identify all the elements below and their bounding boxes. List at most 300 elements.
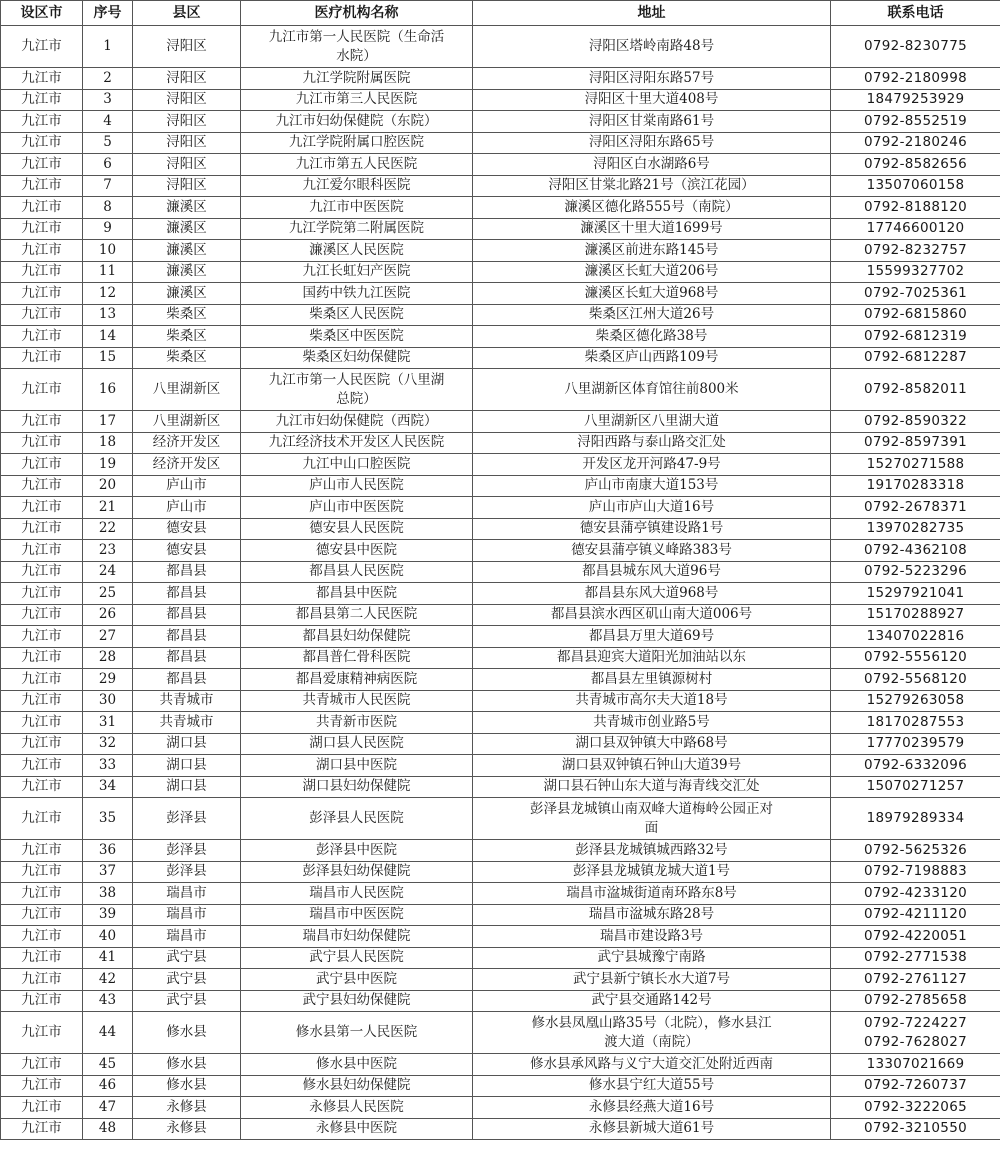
address-cell: 濂溪区德化路555号（南院） bbox=[473, 197, 831, 219]
institution-cell: 德安县人民医院 bbox=[241, 518, 473, 540]
number-cell: 48 bbox=[83, 1118, 133, 1140]
table-row bbox=[1, 369, 1000, 411]
address-cell: 修水县承风路与义宁大道交汇处附近西南 bbox=[473, 1054, 831, 1076]
institution-cell-line: 九江市第一人民医院（八里湖 bbox=[268, 371, 445, 388]
city-cell: 九江市 bbox=[1, 540, 83, 562]
phone-cell: 15170288927 bbox=[831, 604, 1000, 626]
district-cell: 都昌县 bbox=[133, 604, 241, 626]
address-cell: 共青城市高尔夫大道18号 bbox=[473, 690, 831, 712]
institution-cell: 都昌县人民医院 bbox=[241, 561, 473, 583]
table-row bbox=[1, 840, 1000, 862]
number-cell: 45 bbox=[83, 1054, 133, 1076]
phone-cell: 13507060158 bbox=[831, 175, 1000, 197]
header-address: 地址 bbox=[473, 1, 831, 26]
district-cell: 彭泽县 bbox=[133, 840, 241, 862]
address-cell bbox=[473, 798, 831, 840]
district-cell: 德安县 bbox=[133, 518, 241, 540]
institution-cell: 庐山市人民医院 bbox=[241, 475, 473, 497]
city-cell: 九江市 bbox=[1, 926, 83, 948]
district-cell: 修水县 bbox=[133, 1012, 241, 1054]
address-cell bbox=[473, 1012, 831, 1054]
number-cell: 4 bbox=[83, 111, 133, 133]
district-cell: 浔阳区 bbox=[133, 26, 241, 68]
address-cell: 永修县新城大道61号 bbox=[473, 1118, 831, 1140]
number-cell: 12 bbox=[83, 283, 133, 305]
number-cell: 22 bbox=[83, 518, 133, 540]
institution-cell: 濂溪区人民医院 bbox=[241, 240, 473, 262]
institution-cell bbox=[241, 26, 473, 68]
phone-cell: 19170283318 bbox=[831, 475, 1000, 497]
district-cell: 彭泽县 bbox=[133, 798, 241, 840]
district-cell: 瑞昌市 bbox=[133, 883, 241, 905]
institution-cell: 柴桑区人民医院 bbox=[241, 304, 473, 326]
institution-cell: 湖口县妇幼保健院 bbox=[241, 776, 473, 798]
phone-cell: 0792-3222065 bbox=[831, 1097, 1000, 1119]
city-cell: 九江市 bbox=[1, 454, 83, 476]
number-cell: 13 bbox=[83, 304, 133, 326]
district-cell: 武宁县 bbox=[133, 969, 241, 991]
table-row bbox=[1, 540, 1000, 562]
city-cell: 九江市 bbox=[1, 733, 83, 755]
institution-cell: 都昌县妇幼保健院 bbox=[241, 626, 473, 648]
address-cell: 德安县蒲亭镇义峰路383号 bbox=[473, 540, 831, 562]
institution-cell: 庐山市中医医院 bbox=[241, 497, 473, 519]
institution-cell: 共青城市人民医院 bbox=[241, 690, 473, 712]
table-row bbox=[1, 561, 1000, 583]
district-cell: 都昌县 bbox=[133, 669, 241, 691]
table-row bbox=[1, 175, 1000, 197]
institution-cell: 湖口县中医院 bbox=[241, 755, 473, 777]
phone-cell: 0792-4362108 bbox=[831, 540, 1000, 562]
phone-cell: 0792-6815860 bbox=[831, 304, 1000, 326]
district-cell: 濂溪区 bbox=[133, 197, 241, 219]
city-cell: 九江市 bbox=[1, 604, 83, 626]
number-cell: 2 bbox=[83, 68, 133, 90]
city-cell: 九江市 bbox=[1, 1097, 83, 1119]
city-cell: 九江市 bbox=[1, 154, 83, 176]
district-cell: 都昌县 bbox=[133, 561, 241, 583]
table-row bbox=[1, 861, 1000, 883]
district-cell: 浔阳区 bbox=[133, 111, 241, 133]
district-cell: 濂溪区 bbox=[133, 283, 241, 305]
phone-cell: 18479253929 bbox=[831, 89, 1000, 111]
city-cell: 九江市 bbox=[1, 990, 83, 1012]
institution-cell: 都昌普仁骨科医院 bbox=[241, 647, 473, 669]
district-cell: 永修县 bbox=[133, 1097, 241, 1119]
number-cell: 43 bbox=[83, 990, 133, 1012]
phone-cell: 0792-5223296 bbox=[831, 561, 1000, 583]
table-row bbox=[1, 583, 1000, 605]
institution-cell: 九江学院第二附属医院 bbox=[241, 218, 473, 240]
phone-cell: 0792-8582656 bbox=[831, 154, 1000, 176]
address-cell: 庐山市南康大道153号 bbox=[473, 475, 831, 497]
number-cell: 9 bbox=[83, 218, 133, 240]
institution-cell: 永修县人民医院 bbox=[241, 1097, 473, 1119]
number-cell: 36 bbox=[83, 840, 133, 862]
phone-cell: 0792-8597391 bbox=[831, 432, 1000, 454]
address-cell: 彭泽县龙城镇龙城大道1号 bbox=[473, 861, 831, 883]
phone-cell: 0792-4233120 bbox=[831, 883, 1000, 905]
address-cell: 都昌县城东风大道96号 bbox=[473, 561, 831, 583]
table-row bbox=[1, 647, 1000, 669]
table-row bbox=[1, 68, 1000, 90]
phone-cell: 15599327702 bbox=[831, 261, 1000, 283]
number-cell: 24 bbox=[83, 561, 133, 583]
address-cell: 瑞昌市湓城东路28号 bbox=[473, 904, 831, 926]
institution-cell: 彭泽县人民医院 bbox=[241, 798, 473, 840]
city-cell: 九江市 bbox=[1, 518, 83, 540]
institution-cell: 九江长虹妇产医院 bbox=[241, 261, 473, 283]
address-cell: 浔阳区浔阳东路65号 bbox=[473, 132, 831, 154]
table-row bbox=[1, 733, 1000, 755]
table-row bbox=[1, 1054, 1000, 1076]
phone-cell: 0792-8582011 bbox=[831, 369, 1000, 411]
table-row bbox=[1, 304, 1000, 326]
institution-cell: 九江经济技术开发区人民医院 bbox=[241, 432, 473, 454]
address-cell: 浔阳区塔岭南路48号 bbox=[473, 26, 831, 68]
number-cell: 23 bbox=[83, 540, 133, 562]
phone-cell: 15270271588 bbox=[831, 454, 1000, 476]
institution-cell: 柴桑区中医医院 bbox=[241, 326, 473, 348]
number-cell: 21 bbox=[83, 497, 133, 519]
institution-cell: 都昌爱康精神病医院 bbox=[241, 669, 473, 691]
city-cell: 九江市 bbox=[1, 240, 83, 262]
table-row bbox=[1, 326, 1000, 348]
table-row bbox=[1, 518, 1000, 540]
address-cell: 共青城市创业路5号 bbox=[473, 712, 831, 734]
district-cell: 瑞昌市 bbox=[133, 904, 241, 926]
phone-cell: 0792-7198883 bbox=[831, 861, 1000, 883]
address-cell: 濂溪区长虹大道206号 bbox=[473, 261, 831, 283]
phone-cell: 0792-8552519 bbox=[831, 111, 1000, 133]
city-cell: 九江市 bbox=[1, 175, 83, 197]
phone-cell: 0792-3210550 bbox=[831, 1118, 1000, 1140]
district-cell: 浔阳区 bbox=[133, 89, 241, 111]
table-row bbox=[1, 776, 1000, 798]
table-row bbox=[1, 883, 1000, 905]
district-cell: 瑞昌市 bbox=[133, 926, 241, 948]
phone-cell: 0792-6812287 bbox=[831, 347, 1000, 369]
city-cell: 九江市 bbox=[1, 755, 83, 777]
institution-cell: 武宁县人民医院 bbox=[241, 947, 473, 969]
institution-cell: 武宁县中医院 bbox=[241, 969, 473, 991]
city-cell: 九江市 bbox=[1, 218, 83, 240]
address-cell: 瑞昌市建设路3号 bbox=[473, 926, 831, 948]
institution-cell: 修水县妇幼保健院 bbox=[241, 1075, 473, 1097]
district-cell: 都昌县 bbox=[133, 647, 241, 669]
district-cell: 浔阳区 bbox=[133, 68, 241, 90]
district-cell: 浔阳区 bbox=[133, 132, 241, 154]
institution-cell: 修水县中医院 bbox=[241, 1054, 473, 1076]
number-cell: 44 bbox=[83, 1012, 133, 1054]
institution-cell: 九江学院附属口腔医院 bbox=[241, 132, 473, 154]
table-row bbox=[1, 604, 1000, 626]
number-cell: 15 bbox=[83, 347, 133, 369]
city-cell: 九江市 bbox=[1, 26, 83, 68]
table-row bbox=[1, 1075, 1000, 1097]
table-row bbox=[1, 347, 1000, 369]
city-cell: 九江市 bbox=[1, 947, 83, 969]
institution-cell: 湖口县人民医院 bbox=[241, 733, 473, 755]
district-cell: 修水县 bbox=[133, 1075, 241, 1097]
institution-cell: 九江爱尔眼科医院 bbox=[241, 175, 473, 197]
city-cell: 九江市 bbox=[1, 432, 83, 454]
institution-cell: 彭泽县妇幼保健院 bbox=[241, 861, 473, 883]
table-body bbox=[1, 26, 1000, 1140]
table-row bbox=[1, 904, 1000, 926]
district-cell: 湖口县 bbox=[133, 776, 241, 798]
institution-cell: 永修县中医院 bbox=[241, 1118, 473, 1140]
number-cell: 31 bbox=[83, 712, 133, 734]
table-row bbox=[1, 626, 1000, 648]
city-cell: 九江市 bbox=[1, 883, 83, 905]
table-row bbox=[1, 712, 1000, 734]
table-row bbox=[1, 990, 1000, 1012]
number-cell: 32 bbox=[83, 733, 133, 755]
number-cell: 7 bbox=[83, 175, 133, 197]
table-row bbox=[1, 218, 1000, 240]
district-cell: 德安县 bbox=[133, 540, 241, 562]
number-cell: 14 bbox=[83, 326, 133, 348]
number-cell: 3 bbox=[83, 89, 133, 111]
address-cell: 湖口县双钟镇大中路68号 bbox=[473, 733, 831, 755]
institution-cell: 九江市第三人民医院 bbox=[241, 89, 473, 111]
phone-cell: 0792-7025361 bbox=[831, 283, 1000, 305]
phone-cell: 0792-8232757 bbox=[831, 240, 1000, 262]
phone-cell: 0792-2180998 bbox=[831, 68, 1000, 90]
table-row bbox=[1, 475, 1000, 497]
district-cell: 庐山市 bbox=[133, 497, 241, 519]
table-row bbox=[1, 26, 1000, 68]
phone-cell: 0792-8590322 bbox=[831, 411, 1000, 433]
table-row bbox=[1, 432, 1000, 454]
number-cell: 29 bbox=[83, 669, 133, 691]
table-row bbox=[1, 454, 1000, 476]
address-cell: 浔阳区甘棠北路21号（滨江花园） bbox=[473, 175, 831, 197]
institution-cell: 瑞昌市中医医院 bbox=[241, 904, 473, 926]
phone-cell: 0792-2761127 bbox=[831, 969, 1000, 991]
table-row bbox=[1, 497, 1000, 519]
city-cell: 九江市 bbox=[1, 89, 83, 111]
phone-cell: 13307021669 bbox=[831, 1054, 1000, 1076]
district-cell: 修水县 bbox=[133, 1054, 241, 1076]
address-cell: 浔阳区甘棠南路61号 bbox=[473, 111, 831, 133]
address-cell: 柴桑区江州大道26号 bbox=[473, 304, 831, 326]
city-cell: 九江市 bbox=[1, 690, 83, 712]
city-cell: 九江市 bbox=[1, 776, 83, 798]
table-row bbox=[1, 969, 1000, 991]
number-cell: 28 bbox=[83, 647, 133, 669]
address-cell: 都昌县万里大道69号 bbox=[473, 626, 831, 648]
city-cell: 九江市 bbox=[1, 969, 83, 991]
number-cell: 37 bbox=[83, 861, 133, 883]
phone-cell: 0792-2771538 bbox=[831, 947, 1000, 969]
address-cell: 柴桑区德化路38号 bbox=[473, 326, 831, 348]
city-cell: 九江市 bbox=[1, 1054, 83, 1076]
city-cell: 九江市 bbox=[1, 1075, 83, 1097]
institution-cell: 彭泽县中医院 bbox=[241, 840, 473, 862]
number-cell: 5 bbox=[83, 132, 133, 154]
city-cell: 九江市 bbox=[1, 369, 83, 411]
address-cell: 都昌县迎宾大道阳光加油站以东 bbox=[473, 647, 831, 669]
district-cell: 都昌县 bbox=[133, 583, 241, 605]
header-district: 县区 bbox=[133, 1, 241, 26]
district-cell: 武宁县 bbox=[133, 947, 241, 969]
institution-cell: 九江市妇幼保健院（东院） bbox=[241, 111, 473, 133]
table-row bbox=[1, 1097, 1000, 1119]
phone-cell: 13970282735 bbox=[831, 518, 1000, 540]
city-cell: 九江市 bbox=[1, 561, 83, 583]
number-cell: 25 bbox=[83, 583, 133, 605]
number-cell: 10 bbox=[83, 240, 133, 262]
city-cell: 九江市 bbox=[1, 1118, 83, 1140]
address-cell: 八里湖新区八里湖大道 bbox=[473, 411, 831, 433]
city-cell: 九江市 bbox=[1, 197, 83, 219]
phone-cell: 15070271257 bbox=[831, 776, 1000, 798]
district-cell: 武宁县 bbox=[133, 990, 241, 1012]
city-cell: 九江市 bbox=[1, 626, 83, 648]
district-cell: 经济开发区 bbox=[133, 432, 241, 454]
district-cell: 八里湖新区 bbox=[133, 369, 241, 411]
phone-cell: 15297921041 bbox=[831, 583, 1000, 605]
address-cell: 武宁县交通路142号 bbox=[473, 990, 831, 1012]
address-cell: 浔阳西路与泰山路交汇处 bbox=[473, 432, 831, 454]
city-cell: 九江市 bbox=[1, 647, 83, 669]
number-cell: 33 bbox=[83, 755, 133, 777]
number-cell: 46 bbox=[83, 1075, 133, 1097]
header-institution: 医疗机构名称 bbox=[241, 1, 473, 26]
number-cell: 35 bbox=[83, 798, 133, 840]
district-cell: 都昌县 bbox=[133, 626, 241, 648]
institution-cell: 德安县中医院 bbox=[241, 540, 473, 562]
address-cell-line: 渡大道（南院） bbox=[604, 1033, 699, 1050]
phone-cell: 0792-4211120 bbox=[831, 904, 1000, 926]
table-row bbox=[1, 411, 1000, 433]
phone-cell: 18979289334 bbox=[831, 798, 1000, 840]
phone-cell: 0792-5556120 bbox=[831, 647, 1000, 669]
phone-cell: 0792-6332096 bbox=[831, 755, 1000, 777]
district-cell: 濂溪区 bbox=[133, 218, 241, 240]
phone-cell: 0792-8230775 bbox=[831, 26, 1000, 68]
table-row bbox=[1, 1012, 1000, 1054]
district-cell: 八里湖新区 bbox=[133, 411, 241, 433]
number-cell: 6 bbox=[83, 154, 133, 176]
table-row bbox=[1, 261, 1000, 283]
number-cell: 19 bbox=[83, 454, 133, 476]
phone-cell: 0792-5568120 bbox=[831, 669, 1000, 691]
city-cell: 九江市 bbox=[1, 132, 83, 154]
institution-cell: 九江学院附属医院 bbox=[241, 68, 473, 90]
institution-cell: 共青新市医院 bbox=[241, 712, 473, 734]
city-cell: 九江市 bbox=[1, 326, 83, 348]
city-cell: 九江市 bbox=[1, 583, 83, 605]
address-cell: 濂溪区长虹大道968号 bbox=[473, 283, 831, 305]
header-number: 序号 bbox=[83, 1, 133, 26]
table-row bbox=[1, 283, 1000, 305]
address-cell: 永修县经燕大道16号 bbox=[473, 1097, 831, 1119]
city-cell: 九江市 bbox=[1, 669, 83, 691]
address-cell: 浔阳区浔阳东路57号 bbox=[473, 68, 831, 90]
address-cell: 湖口县双钟镇石钟山大道39号 bbox=[473, 755, 831, 777]
institution-cell-line: 九江市第一人民医院（生命活 bbox=[268, 28, 445, 45]
address-cell: 都昌县东风大道968号 bbox=[473, 583, 831, 605]
phone-cell: 0792-8188120 bbox=[831, 197, 1000, 219]
address-cell: 都昌县左里镇源树村 bbox=[473, 669, 831, 691]
table-row bbox=[1, 132, 1000, 154]
city-cell: 九江市 bbox=[1, 347, 83, 369]
city-cell: 九江市 bbox=[1, 904, 83, 926]
city-cell: 九江市 bbox=[1, 798, 83, 840]
district-cell: 庐山市 bbox=[133, 475, 241, 497]
table-row bbox=[1, 755, 1000, 777]
phone-cell-line: 0792-7224227 bbox=[864, 1014, 967, 1031]
address-cell: 彭泽县龙城镇城西路32号 bbox=[473, 840, 831, 862]
number-cell: 16 bbox=[83, 369, 133, 411]
phone-cell: 0792-6812319 bbox=[831, 326, 1000, 348]
number-cell: 18 bbox=[83, 432, 133, 454]
city-cell: 九江市 bbox=[1, 304, 83, 326]
address-cell-line: 修水县凤凰山路35号（北院），修水县江 bbox=[531, 1014, 772, 1031]
address-cell: 濂溪区十里大道1699号 bbox=[473, 218, 831, 240]
number-cell: 26 bbox=[83, 604, 133, 626]
address-cell: 武宁县城豫宁南路 bbox=[473, 947, 831, 969]
address-cell-line: 彭泽县龙城镇山南双峰大道梅岭公园正对 bbox=[530, 800, 773, 817]
district-cell: 濂溪区 bbox=[133, 261, 241, 283]
number-cell: 8 bbox=[83, 197, 133, 219]
phone-cell: 17770239579 bbox=[831, 733, 1000, 755]
phone-cell: 0792-4220051 bbox=[831, 926, 1000, 948]
institution-cell-line: 水院） bbox=[336, 47, 377, 64]
institution-cell bbox=[241, 369, 473, 411]
district-cell: 湖口县 bbox=[133, 755, 241, 777]
address-cell: 庐山市庐山大道16号 bbox=[473, 497, 831, 519]
table-row bbox=[1, 798, 1000, 840]
address-cell: 瑞昌市湓城街道南环路东8号 bbox=[473, 883, 831, 905]
city-cell: 九江市 bbox=[1, 1012, 83, 1054]
institution-cell: 都昌县中医院 bbox=[241, 583, 473, 605]
district-cell: 湖口县 bbox=[133, 733, 241, 755]
number-cell: 34 bbox=[83, 776, 133, 798]
address-cell: 修水县宁红大道55号 bbox=[473, 1075, 831, 1097]
institution-cell-line: 总院） bbox=[336, 390, 377, 407]
number-cell: 38 bbox=[83, 883, 133, 905]
header-phone: 联系电话 bbox=[831, 1, 1000, 26]
number-cell: 11 bbox=[83, 261, 133, 283]
district-cell: 浔阳区 bbox=[133, 175, 241, 197]
city-cell: 九江市 bbox=[1, 411, 83, 433]
institution-cell: 九江市妇幼保健院（西院） bbox=[241, 411, 473, 433]
district-cell: 柴桑区 bbox=[133, 304, 241, 326]
phone-cell: 0792-2180246 bbox=[831, 132, 1000, 154]
institution-cell: 国药中铁九江医院 bbox=[241, 283, 473, 305]
district-cell: 永修县 bbox=[133, 1118, 241, 1140]
address-cell: 武宁县新宁镇长水大道7号 bbox=[473, 969, 831, 991]
number-cell: 42 bbox=[83, 969, 133, 991]
phone-cell: 0792-2678371 bbox=[831, 497, 1000, 519]
district-cell: 柴桑区 bbox=[133, 347, 241, 369]
phone-cell: 13407022816 bbox=[831, 626, 1000, 648]
district-cell: 濂溪区 bbox=[133, 240, 241, 262]
address-cell: 柴桑区庐山西路109号 bbox=[473, 347, 831, 369]
district-cell: 柴桑区 bbox=[133, 326, 241, 348]
phone-cell: 0792-2785658 bbox=[831, 990, 1000, 1012]
phone-cell-line: 0792-7628027 bbox=[864, 1033, 967, 1050]
table-row bbox=[1, 947, 1000, 969]
district-cell: 共青城市 bbox=[133, 712, 241, 734]
institution-cell: 瑞昌市妇幼保健院 bbox=[241, 926, 473, 948]
number-cell: 41 bbox=[83, 947, 133, 969]
city-cell: 九江市 bbox=[1, 497, 83, 519]
